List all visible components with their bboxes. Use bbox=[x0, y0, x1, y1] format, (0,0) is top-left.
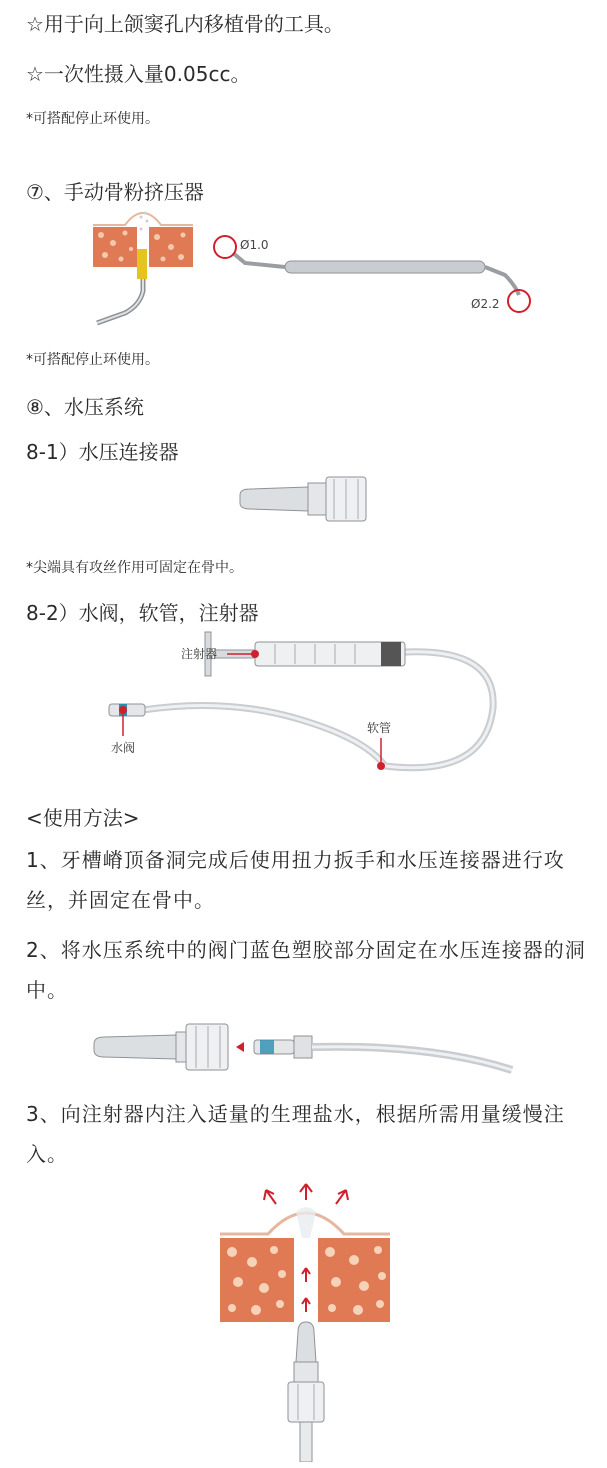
diameter-2-label: Ø2.2 bbox=[471, 297, 500, 311]
feature-line-1: ☆用于向上颌窦孔内移植骨的工具。 bbox=[26, 12, 344, 36]
tip-1-marker bbox=[214, 236, 236, 258]
step-1-text: 1、牙槽嵴顶备洞完成后使用扭力扳手和水压连接器进行攻丝，并固定在骨中。 bbox=[26, 848, 565, 912]
hydraulic-connector-figure bbox=[238, 475, 372, 525]
lift-arrows bbox=[264, 1184, 348, 1204]
valve-label: 水阀 bbox=[111, 741, 136, 755]
section-8-1-heading: 8-1）水压连接器 bbox=[26, 440, 179, 464]
note-tapping: *尖端具有攻丝作用可固定在骨中。 bbox=[26, 560, 243, 576]
valve-hose-syringe-figure bbox=[105, 628, 505, 778]
feature-line-2: ☆一次性摄入量0.05cc。 bbox=[26, 62, 251, 86]
extruder-handle-illustration bbox=[214, 236, 530, 312]
bone-extruder-figure bbox=[85, 205, 545, 330]
section-7-heading: ⑦、手动骨粉挤压器 bbox=[26, 180, 204, 204]
note-stop-ring-1: *可搭配停止环使用。 bbox=[26, 111, 159, 127]
connector-insertion-figure bbox=[92, 1020, 517, 1074]
syringe-label: 注射器 bbox=[181, 647, 218, 661]
step-3-text: 3、向注射器内注入适量的生理盐水，根据所需用量缓慢注入。 bbox=[26, 1102, 565, 1166]
hose-label: 软管 bbox=[367, 721, 392, 735]
insert-arrow bbox=[236, 1042, 244, 1052]
note-stop-ring-2: *可搭配停止环使用。 bbox=[26, 352, 159, 368]
step-2-text: 2、将水压系统中的阀门蓝色塑胶部分固定在水压连接器的洞中。 bbox=[26, 938, 586, 1002]
section-8-heading: ⑧、水压系统 bbox=[26, 395, 144, 419]
diameter-1-label: Ø1.0 bbox=[240, 238, 269, 252]
section-8-2-heading: 8-2）水阀，软管，注射器 bbox=[26, 601, 259, 625]
usage-heading: <使用方法> bbox=[26, 806, 140, 830]
saline-injection-figure bbox=[218, 1182, 393, 1462]
